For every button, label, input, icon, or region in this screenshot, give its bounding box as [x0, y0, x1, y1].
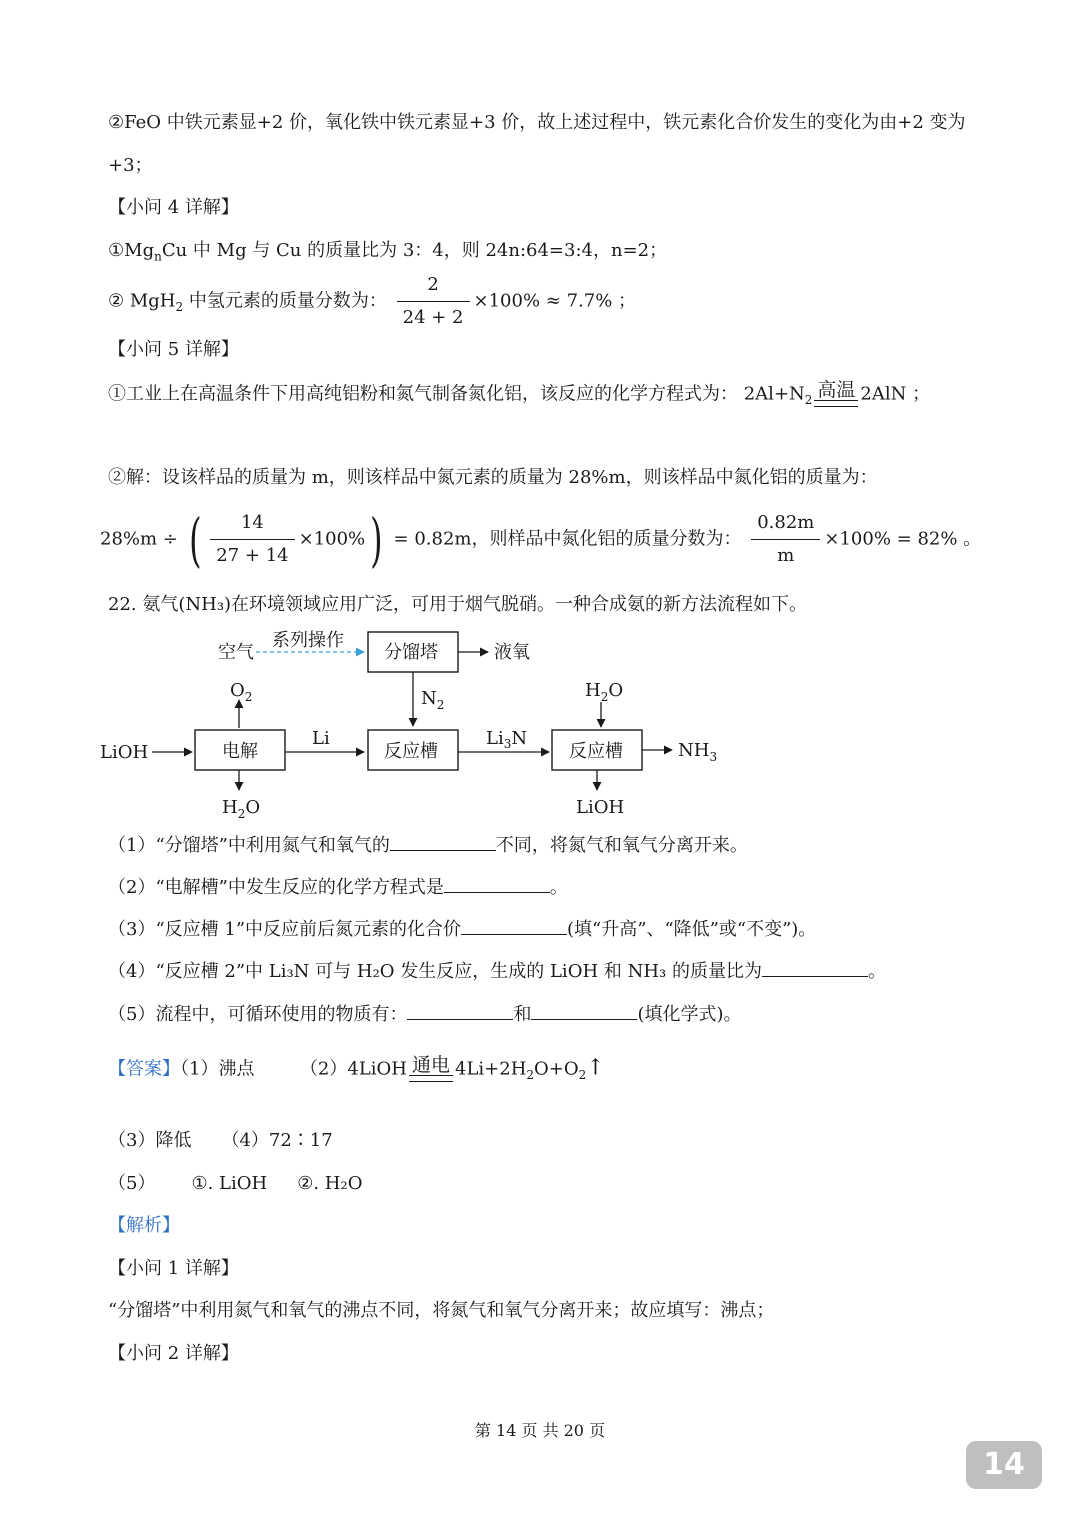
- numerator: 14: [210, 510, 294, 540]
- text: O+O: [534, 1058, 579, 1080]
- air-label: 空气: [218, 642, 254, 663]
- text: （1）“分馏塔”中利用氮气和氧气的: [108, 835, 390, 856]
- fraction: [397, 272, 470, 331]
- tank2-label: 反应槽: [569, 741, 623, 762]
- text: 。: [549, 877, 568, 898]
- text: 中氢元素的质量分数为：: [183, 290, 387, 312]
- text: N: [421, 688, 437, 709]
- tower-label: 分馏塔: [384, 642, 438, 663]
- text: = 0.82m，则样品中氮化铝的质量分数为：: [393, 528, 742, 550]
- text: 不同，将氮气和氧气分离开来。: [495, 835, 748, 856]
- section-heading: 【小问 5 详解】: [108, 339, 239, 360]
- text: O: [230, 680, 245, 701]
- answer-line: [108, 1171, 362, 1197]
- numerator: 0.82m: [751, 510, 820, 540]
- text: （5）: [108, 1173, 156, 1194]
- subscript: 2: [436, 698, 445, 712]
- formula-line: [100, 505, 982, 574]
- text: O: [245, 797, 261, 818]
- text: （4）“反应槽 2”中 Li₃N 可与 H₂O 发生反应，生成的 LiOH 和 NH₃ 的质量比为: [108, 961, 762, 982]
- text-line: [108, 238, 667, 270]
- denominator: 27 + 14: [216, 545, 289, 566]
- text: ①工业上在高温条件下用高纯铝粉和氮气制备氮化铝，该反应的化学方程式为：: [108, 383, 738, 405]
- reaction-condition: [814, 380, 858, 413]
- section-heading: 【小问 4 详解】: [108, 197, 239, 218]
- subscript: 2: [804, 393, 813, 407]
- left-paren: (: [188, 505, 202, 574]
- operation-label: 系列操作: [272, 630, 344, 651]
- text-line: +3；: [108, 155, 153, 176]
- electrolysis-label: 电解: [222, 741, 258, 762]
- text-line: ②FeO 中铁元素显+2 价，氧化铁中铁元素显+3 价，故上述过程中，铁元素化合价发生的变化为由+2 变为: [108, 112, 966, 133]
- question-3: [108, 916, 816, 943]
- text: （2）“电解槽”中发生反应的化学方程式是: [108, 877, 444, 898]
- formula-line: [108, 272, 636, 331]
- text: (填化学式)。: [637, 1004, 742, 1025]
- fraction: [751, 510, 820, 569]
- text: Li: [486, 728, 504, 749]
- text: ×100% ≈ 7.7% ；: [473, 290, 637, 312]
- h2o-output-label: [222, 797, 260, 821]
- right-paren: ): [370, 505, 383, 574]
- text: 和: [513, 1004, 532, 1025]
- answer-blank: [390, 832, 496, 851]
- text: ①. LiOH: [191, 1173, 268, 1194]
- text: 2AlN ；: [860, 383, 931, 405]
- text-line: ②解：设该样品的质量为 m，则该样品中氮元素的质量为 28%m，则该样品中氮化铝的质量为：: [108, 467, 878, 488]
- condition-label: 高温: [817, 379, 856, 401]
- denominator: 24 + 2: [402, 307, 464, 328]
- answer-blank: [762, 958, 868, 977]
- question-2: [108, 874, 568, 901]
- equals-line: [814, 400, 858, 407]
- subscript: 2: [600, 690, 609, 704]
- text: ×100%: [298, 528, 366, 550]
- analysis-label: 【解析】: [108, 1215, 180, 1236]
- o2-label: [230, 680, 252, 704]
- question-1: [108, 832, 748, 859]
- tank1-label: 反应槽: [384, 741, 438, 762]
- subscript: 2: [578, 1068, 587, 1082]
- nh3-label: [678, 740, 717, 764]
- text: 2Al+N: [743, 383, 805, 405]
- text: 。: [867, 961, 886, 982]
- flow-diagram: [96, 622, 756, 827]
- equals-line: [409, 1075, 453, 1082]
- text: （3）“反应槽 1”中反应前后氮元素的化合价: [108, 919, 462, 940]
- text: O: [608, 680, 624, 701]
- text: （5）流程中，可循环使用的物质有：: [108, 1004, 408, 1025]
- text: ①Mg: [108, 240, 155, 261]
- equation-line: [108, 380, 930, 413]
- lioh-output-label: LiOH: [576, 797, 625, 818]
- answer-blank: [407, 1001, 513, 1020]
- answer-line: [108, 1128, 333, 1154]
- subscript: 3: [503, 737, 512, 751]
- text: （1）沸点: [180, 1058, 255, 1080]
- text: N: [511, 728, 528, 749]
- li3n-label: [486, 728, 527, 751]
- section-heading: 【小问 1 详解】: [108, 1258, 239, 1279]
- h2o-input-label: [585, 680, 623, 704]
- subscript: n: [154, 249, 162, 264]
- text: （4）72∶17: [221, 1130, 333, 1151]
- question-5: [108, 1001, 742, 1028]
- subscript: 2: [526, 1068, 535, 1082]
- subscript: 2: [237, 807, 246, 821]
- text: ② MgH: [108, 290, 176, 312]
- answer-blank: [444, 874, 550, 893]
- text: H: [222, 797, 238, 818]
- li-label: Li: [312, 728, 330, 749]
- text: （2）4LiOH: [299, 1058, 407, 1080]
- liquid-oxygen-label: 液氧: [494, 642, 530, 663]
- answer-blank: [531, 1001, 637, 1020]
- answer-line: [108, 1055, 605, 1088]
- numerator: 2: [397, 272, 470, 302]
- text: ×100% = 82% 。: [824, 528, 982, 550]
- fraction: [210, 510, 294, 569]
- gas-arrow: ↑: [586, 1055, 605, 1081]
- answer-label: 【答案】: [108, 1058, 180, 1080]
- subscript: 2: [244, 690, 253, 704]
- section-heading: 【小问 2 详解】: [108, 1343, 239, 1364]
- text: ②. H₂O: [297, 1173, 363, 1194]
- denominator: m: [777, 545, 795, 566]
- reaction-condition: [409, 1055, 453, 1088]
- text: 28%m ÷: [100, 528, 178, 550]
- question-4: [108, 958, 886, 985]
- text: H: [585, 680, 601, 701]
- text: NH: [678, 740, 710, 761]
- answer-blank: [461, 916, 567, 935]
- text: Cu 中 Mg 与 Cu 的质量比为 3：4，则 24n:64=3:4，n=2；: [161, 240, 668, 261]
- question-title: 22. 氨气(NH₃)在环境领域应用广泛，可用于烟气脱硝。一种合成氨的新方法流程如下。: [108, 594, 808, 615]
- text: (填“升高”、“降低”或“不变”)。: [567, 919, 817, 940]
- page-number-badge: 14: [966, 1441, 1042, 1489]
- lioh-input-label: LiOH: [100, 742, 149, 763]
- text-line: “分馏塔”中利用氮气和氧气的沸点不同，将氮气和氧气分离开来；故应填写：沸点；: [108, 1300, 775, 1321]
- page-footer: 第 14 页 共 20 页: [474, 1421, 606, 1440]
- subscript: 2: [175, 300, 184, 315]
- n2-label: [421, 688, 444, 712]
- subscript: 3: [709, 750, 718, 764]
- text: 4Li+2H: [455, 1058, 527, 1080]
- text: （3）降低: [108, 1130, 192, 1151]
- condition-label: 通电: [411, 1054, 450, 1076]
